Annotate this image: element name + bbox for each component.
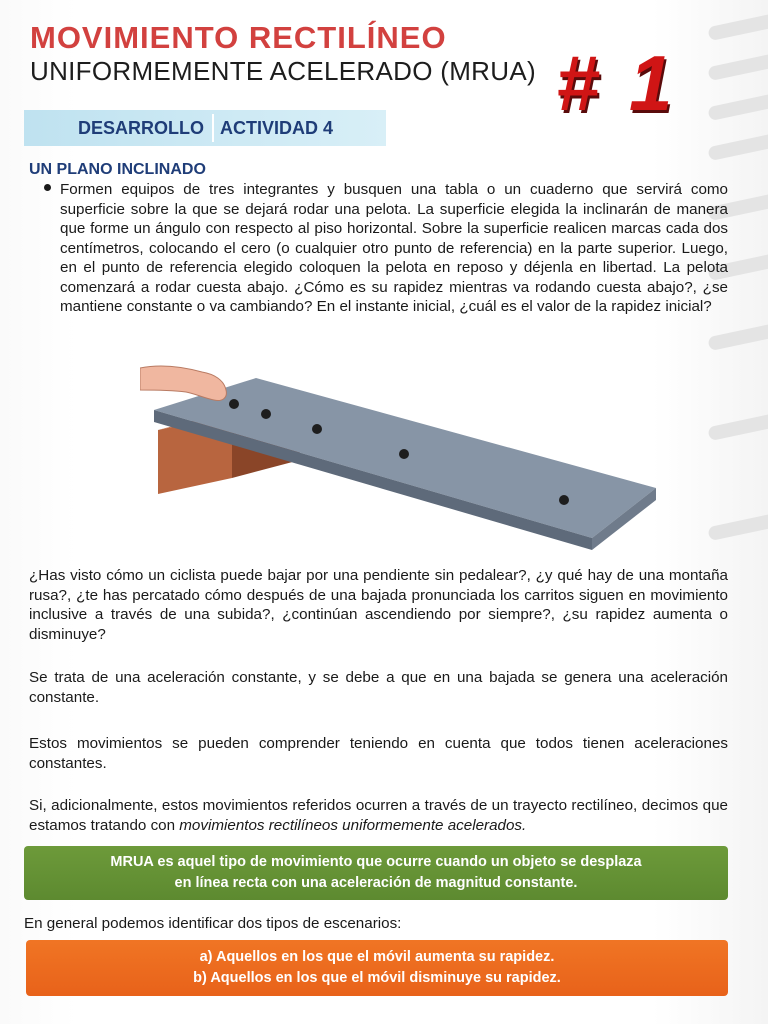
activity-bar	[24, 110, 386, 146]
paragraph-1: ¿Has visto cómo un ciclista puede bajar por una pendiente sin pedalear?, ¿y qué hay de una montaña rusa?, ¿te has percatado cómo después de una bajada pronunciada los carritos siguen en movimiento inclusive a través de una subida?, ¿continúan ascendiendo por siempre?, ¿su rapidez aumenta o disminuye?	[29, 567, 728, 643]
scenario-a: a) Aquellos en los que el móvil aumenta su rapidez.	[199, 949, 555, 965]
paragraph-4-italic: movimientos rectilíneos uniformemente acelerados.	[179, 816, 527, 834]
paragraph-2: Se trata de una aceleración constante, y se debe a que en una bajada se genera una aceleración constante.	[29, 669, 728, 706]
ball-mark	[229, 399, 239, 409]
handwritten-number-badge: # 1	[556, 39, 677, 127]
ball-mark	[399, 449, 409, 459]
paragraph-3: Estos movimientos se pueden comprender teniendo en cuenta que todos tienen aceleraciones constantes.	[29, 735, 728, 772]
ball-mark	[312, 424, 322, 434]
definition-box	[24, 846, 728, 900]
paragraph-4-text: Si, adicionalmente, estos movimientos referidos ocurren a través de un trayecto rectilíneo, decimos que estamos tratando con	[29, 797, 728, 834]
scenario-b: b) Aquellos en los que el móvil disminuye su rapidez.	[193, 970, 561, 986]
bullet-icon	[44, 184, 51, 191]
activity-label: ACTIVIDAD 4	[220, 117, 334, 138]
definition-line-2: en línea recta con una aceleración de magnitud constante.	[174, 875, 578, 891]
page-subtitle: UNIFORMEMENTE ACELERADO (MRUA)	[30, 56, 536, 86]
inclined-plane-illustration	[140, 360, 660, 560]
scenarios-box	[26, 940, 728, 996]
hand-icon	[140, 366, 226, 401]
page-title: MOVIMIENTO RECTILÍNEO	[30, 20, 447, 55]
section-heading: UN PLANO INCLINADO	[29, 161, 206, 178]
scenarios-intro: En general podemos identificar dos tipos de escenarios:	[24, 915, 402, 932]
divider	[212, 114, 214, 142]
section-label: DESARROLLO	[78, 117, 204, 138]
definition-line-1: MRUA es aquel tipo de movimiento que ocurre cuando un objeto se desplaza	[110, 854, 642, 870]
activity-instructions: Formen equipos de tres integrantes y busquen una tabla o un cuaderno que servirá como superficie sobre la que se dejará rodar una pelota. La superficie elegida la inclinarán de manera que forme un ángulo con respecto al piso horizontal. Sobre la superficie realicen marcas cada dos centímetros, colocando el cero (o cualquier otro punto de referencia) en la parte superior. Luego, en el punto de referencia elegido coloquen la pelota en reposo y déjenla en libertad. La pelota comenzará a rodar cuesta abajo. ¿Cómo es su rapidez mientras va rodando cuesta abajo?, ¿se mantiene constante o va cambiando? En el instante inicial, ¿cuál es el valor de la rapidez inicial?	[60, 181, 728, 315]
paragraph-4	[29, 796, 728, 835]
ball-mark	[559, 495, 569, 505]
ball-mark	[261, 409, 271, 419]
